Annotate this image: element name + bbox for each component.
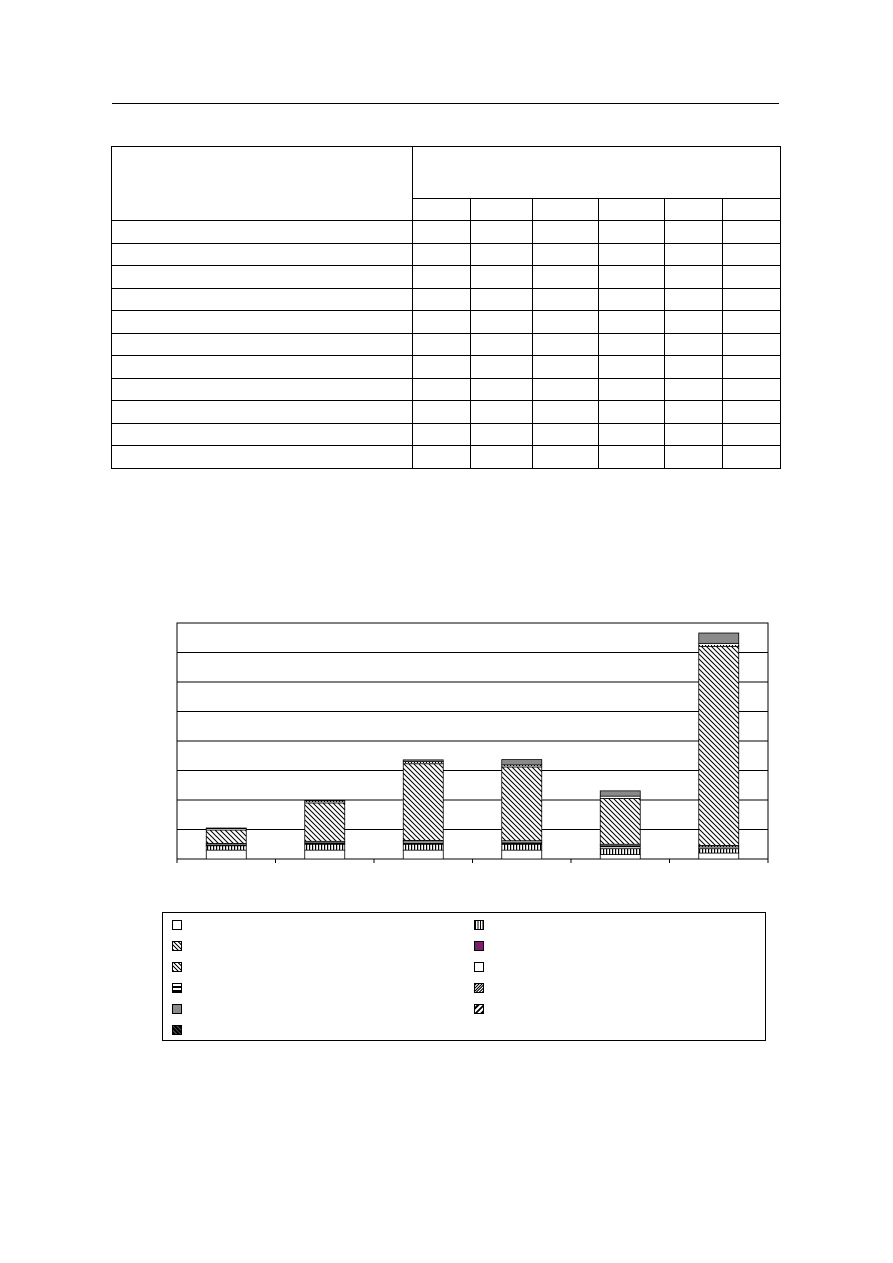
table-row [112, 288, 781, 311]
legend-item [474, 961, 490, 973]
bar-segment [502, 767, 542, 841]
table-cell [413, 288, 470, 311]
white-swatch-icon [172, 920, 182, 930]
grey-swatch-icon [172, 1004, 182, 1014]
table-cell [598, 311, 664, 334]
table-cell [664, 311, 722, 334]
bar-segment [305, 850, 345, 859]
table-cell [664, 356, 722, 379]
bar-segment [403, 850, 443, 859]
bar-segment [699, 849, 739, 853]
legend-item [172, 961, 188, 973]
horizontal-lines-swatch-icon [172, 983, 182, 993]
table-row-label [112, 423, 413, 446]
table-row-label [112, 243, 413, 266]
bar-segment [206, 830, 246, 843]
table-cell [664, 333, 722, 356]
chart-legend [162, 912, 766, 1041]
cross-hatch-swatch-icon [172, 941, 182, 951]
bar-segment [206, 846, 246, 850]
bar-segment [305, 843, 345, 844]
table-cell [470, 243, 532, 266]
table-cell [470, 378, 532, 401]
table-cell [532, 401, 598, 424]
legend-item [172, 982, 188, 994]
table-cell [664, 221, 722, 244]
bar-segment [206, 828, 246, 829]
table-cell [664, 423, 722, 446]
table-sub-header [470, 199, 532, 221]
bar-segment [403, 760, 443, 762]
bar-segment [502, 765, 542, 767]
table-cell [532, 221, 598, 244]
table-cell [532, 333, 598, 356]
table-cell [598, 221, 664, 244]
table-cell [722, 333, 780, 356]
dense-diagonal-swatch-icon [474, 983, 484, 993]
table-row-label [112, 378, 413, 401]
bar-segment [305, 844, 345, 850]
bar-segment [305, 841, 345, 842]
legend-item [172, 1024, 188, 1036]
bar-segment [403, 840, 443, 841]
table-row [112, 356, 781, 379]
table-cell [413, 221, 470, 244]
table-row-label [112, 288, 413, 311]
table-cell [722, 401, 780, 424]
table-cell [722, 356, 780, 379]
table-cell [664, 401, 722, 424]
table-cell [722, 221, 780, 244]
bar-segment [206, 829, 246, 830]
white-swatch-icon [474, 962, 484, 972]
diagonal-hatch-swatch-icon [172, 962, 182, 972]
table-row [112, 423, 781, 446]
table-cell [598, 333, 664, 356]
table-cell [470, 333, 532, 356]
table-cell [598, 243, 664, 266]
table-cell [722, 288, 780, 311]
table-cell [532, 266, 598, 289]
legend-item [172, 919, 188, 931]
table-cell [470, 288, 532, 311]
table-cell [722, 266, 780, 289]
bar-segment [403, 762, 443, 764]
table-cell [722, 423, 780, 446]
table-cell [470, 311, 532, 334]
bar-segment [600, 846, 640, 849]
table-row-label [112, 401, 413, 424]
bar-segment [502, 842, 542, 844]
bar-segment [502, 760, 542, 765]
table-row-label [112, 446, 413, 469]
table-cell [470, 221, 532, 244]
table-cell [470, 401, 532, 424]
legend-item [474, 940, 490, 952]
table-cell [664, 243, 722, 266]
table-row [112, 378, 781, 401]
table-row [112, 446, 781, 469]
legend-item [474, 1003, 490, 1015]
legend-item [474, 982, 490, 994]
table-row-label [112, 221, 413, 244]
table-sub-header [664, 199, 722, 221]
bar-segment [403, 764, 443, 841]
table-cell [598, 356, 664, 379]
bar-segment [305, 803, 345, 841]
table-cell [722, 378, 780, 401]
bar-segment [206, 845, 246, 846]
bar-segment [502, 844, 542, 850]
bar-segment [699, 646, 739, 845]
table-cell [470, 266, 532, 289]
table-row [112, 401, 781, 424]
table-cell [598, 401, 664, 424]
table-row-label [112, 333, 413, 356]
table-cell [598, 446, 664, 469]
table-cell [532, 288, 598, 311]
bar-segment [699, 643, 739, 646]
bar-segment [403, 844, 443, 850]
bar-segment [600, 791, 640, 796]
table-cell [413, 243, 470, 266]
bar-segment [206, 850, 246, 859]
table-header-group [413, 147, 781, 199]
table-cell [413, 333, 470, 356]
table-row-label [112, 266, 413, 289]
legend-item [172, 1003, 188, 1015]
black-dotted-swatch-icon [172, 1025, 182, 1035]
bar-segment [206, 843, 246, 844]
table-cell [413, 378, 470, 401]
table-sub-header [413, 199, 470, 221]
legend-item [172, 940, 188, 952]
bold-diagonal-swatch-icon [474, 1004, 484, 1014]
bar-segment [600, 844, 640, 845]
bar-segment [502, 850, 542, 859]
table-cell [413, 401, 470, 424]
table-cell [664, 378, 722, 401]
table-cell [532, 311, 598, 334]
table-cell [470, 423, 532, 446]
table-row [112, 266, 781, 289]
data-table [111, 146, 781, 469]
header-rule [112, 103, 779, 104]
bar-segment [600, 796, 640, 798]
purple-swatch-icon [474, 941, 484, 951]
table-cell [532, 243, 598, 266]
bar-segment [699, 633, 739, 643]
table-cell [470, 446, 532, 469]
bar-segment [699, 847, 739, 849]
table-cell [413, 356, 470, 379]
table-row-label [112, 356, 413, 379]
bar-segment [502, 841, 542, 842]
bar-segment [600, 849, 640, 855]
table-cell [722, 243, 780, 266]
table-row [112, 333, 781, 356]
table-row [112, 243, 781, 266]
bar-segment [600, 855, 640, 859]
table-cell [664, 288, 722, 311]
table-cell [532, 446, 598, 469]
bar-segment [699, 853, 739, 859]
legend-item [474, 919, 490, 931]
table-header-left [112, 147, 413, 221]
vertical-stripes-swatch-icon [474, 920, 484, 930]
bar-segment [403, 842, 443, 844]
table-cell [532, 423, 598, 446]
bar-segment [600, 799, 640, 845]
table-cell [532, 378, 598, 401]
table-row-label [112, 311, 413, 334]
table-cell [598, 423, 664, 446]
table-row [112, 221, 781, 244]
table-cell [598, 266, 664, 289]
table-cell [664, 446, 722, 469]
table-row [112, 311, 781, 334]
table-cell [722, 446, 780, 469]
table-cell [598, 288, 664, 311]
table-cell [413, 266, 470, 289]
bar-segment [305, 801, 345, 803]
table-sub-header [598, 199, 664, 221]
table-cell [532, 356, 598, 379]
table-cell [413, 446, 470, 469]
bar-segment [305, 800, 345, 801]
table-cell [413, 311, 470, 334]
bar-segment [699, 845, 739, 846]
table-cell [470, 356, 532, 379]
chart-bars [206, 633, 739, 859]
table-sub-header [532, 199, 598, 221]
table-cell [722, 311, 780, 334]
table-sub-header [722, 199, 780, 221]
table-cell [413, 423, 470, 446]
chart-gridlines [177, 623, 768, 859]
plot-area [177, 623, 768, 859]
table-cell [664, 266, 722, 289]
chart-axes [177, 859, 768, 863]
table-cell [598, 378, 664, 401]
